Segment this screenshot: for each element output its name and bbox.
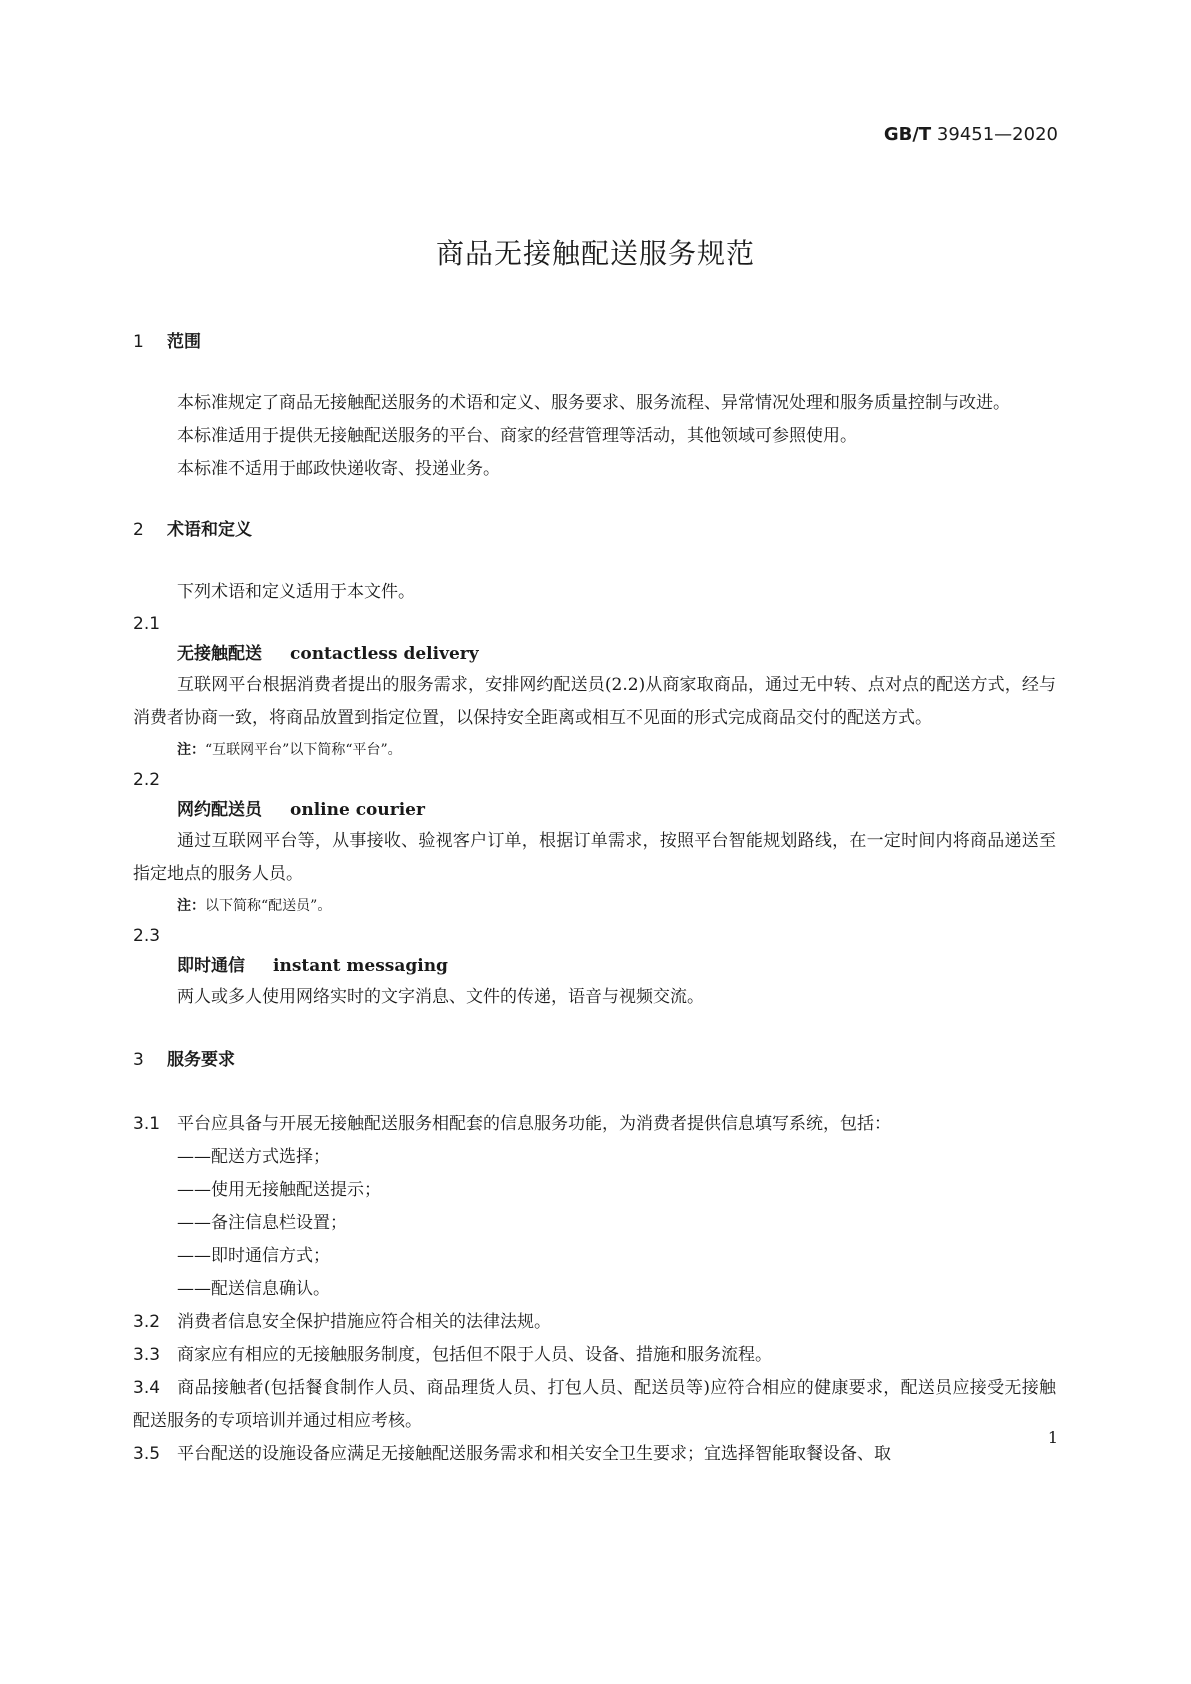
paragraph: 下列术语和定义适用于本文件。 (177, 582, 415, 602)
std-code: GB/T (883, 124, 932, 145)
term-zh: 即时通信 (177, 956, 245, 976)
clause (133, 1438, 1056, 1471)
clause-text: 平台配送的设施设备应满足无接触配送服务需求和相关安全卫生要求；宜选择智能取餐设备、取 (177, 1444, 891, 1464)
clause (133, 1108, 1056, 1141)
list-item: ——配送方式选择； (177, 1147, 330, 1167)
note-text: 以下简称“配送员”。 (205, 898, 332, 914)
note (133, 735, 1056, 765)
clause-text: 商品接触者(包括餐食制作人员、商品理货人员、打包人员、配送员等)应符合相应的健康要求，配送员应接受无接触配送服务的专项培训并通过相应考核。 (133, 1378, 1056, 1431)
clause-text: 消费者信息安全保护措施应符合相关的法律法规。 (177, 1312, 551, 1332)
term-entry (133, 951, 1056, 981)
clause-number: 3.4 (133, 1378, 161, 1398)
term-en: contactless delivery (290, 644, 479, 664)
page-number: 1 (1047, 1428, 1058, 1447)
clause-number: 3.2 (133, 1312, 161, 1332)
section-1-heading (133, 330, 1056, 354)
document-title: 商品无接触配送服务规范 (435, 237, 755, 270)
list-item: ——使用无接触配送提示； (177, 1180, 381, 1200)
paragraph: 本标准不适用于邮政快递收寄、投递业务。 (177, 459, 500, 479)
term-zh: 网约配送员 (177, 800, 262, 820)
term-definition: 互联网平台根据消费者提出的服务需求，安排网约配送员(2.2)从商家取商品，通过无中转、点对点的配送方式，经与消费者协商一致，将商品放置到指定位置，以保持安全距离或相互不见面的形式完成商品交付的配送方式。 (133, 675, 1056, 728)
clause-number: 3.1 (133, 1114, 161, 1134)
clause-number: 3.3 (133, 1345, 161, 1365)
section-2-heading (133, 518, 1056, 542)
term-en: online courier (290, 800, 425, 820)
list-item: ——配送信息确认。 (177, 1279, 330, 1299)
term-definition: 两人或多人使用网络实时的文字消息、文件的传递，语音与视频交流。 (177, 987, 704, 1007)
note (133, 891, 1056, 921)
term-zh: 无接触配送 (177, 644, 262, 664)
clause (133, 1339, 1056, 1372)
note-text: “互联网平台”以下简称“平台”。 (205, 742, 402, 758)
term-entry (133, 639, 1056, 669)
clause-text: 平台应具备与开展无接触配送服务相配套的信息服务功能，为消费者提供信息填写系统，包括： (177, 1114, 891, 1134)
note-label: 注： (177, 742, 205, 758)
clause-number: 2.1 (133, 614, 161, 634)
section-title: 术语和定义 (167, 520, 252, 540)
section-number: 1 (133, 332, 144, 352)
clause-number: 2.3 (133, 926, 161, 946)
paragraph: 本标准规定了商品无接触配送服务的术语和定义、服务要求、服务流程、异常情况处理和服务质量控制与改进。 (177, 393, 1010, 413)
paragraph: 本标准适用于提供无接触配送服务的平台、商家的经营管理等活动，其他领域可参照使用。 (177, 426, 857, 446)
section-number: 3 (133, 1050, 144, 1070)
term-definition: 通过互联网平台等，从事接收、验视客户订单，根据订单需求，按照平台智能规划路线，在一定时间内将商品递送至指定地点的服务人员。 (133, 831, 1056, 884)
list-item: ——即时通信方式； (177, 1246, 330, 1266)
term-entry (133, 795, 1056, 825)
note-label: 注： (177, 898, 205, 914)
std-number: 39451—2020 (936, 124, 1058, 145)
clause (133, 1306, 1056, 1339)
clause-text: 商家应有相应的无接触服务制度，包括但不限于人员、设备、措施和服务流程。 (177, 1345, 772, 1365)
clause (133, 1372, 1056, 1438)
document-body (133, 330, 1056, 1471)
section-title: 服务要求 (167, 1050, 235, 1070)
section-number: 2 (133, 520, 144, 540)
standard-number (884, 124, 1058, 145)
clause-number: 2.2 (133, 770, 161, 790)
term-en: instant messaging (273, 956, 448, 976)
section-3-heading (133, 1048, 1056, 1072)
section-title: 范围 (167, 332, 201, 352)
list-item: ——备注信息栏设置； (177, 1213, 347, 1233)
clause-number: 3.5 (133, 1444, 161, 1464)
